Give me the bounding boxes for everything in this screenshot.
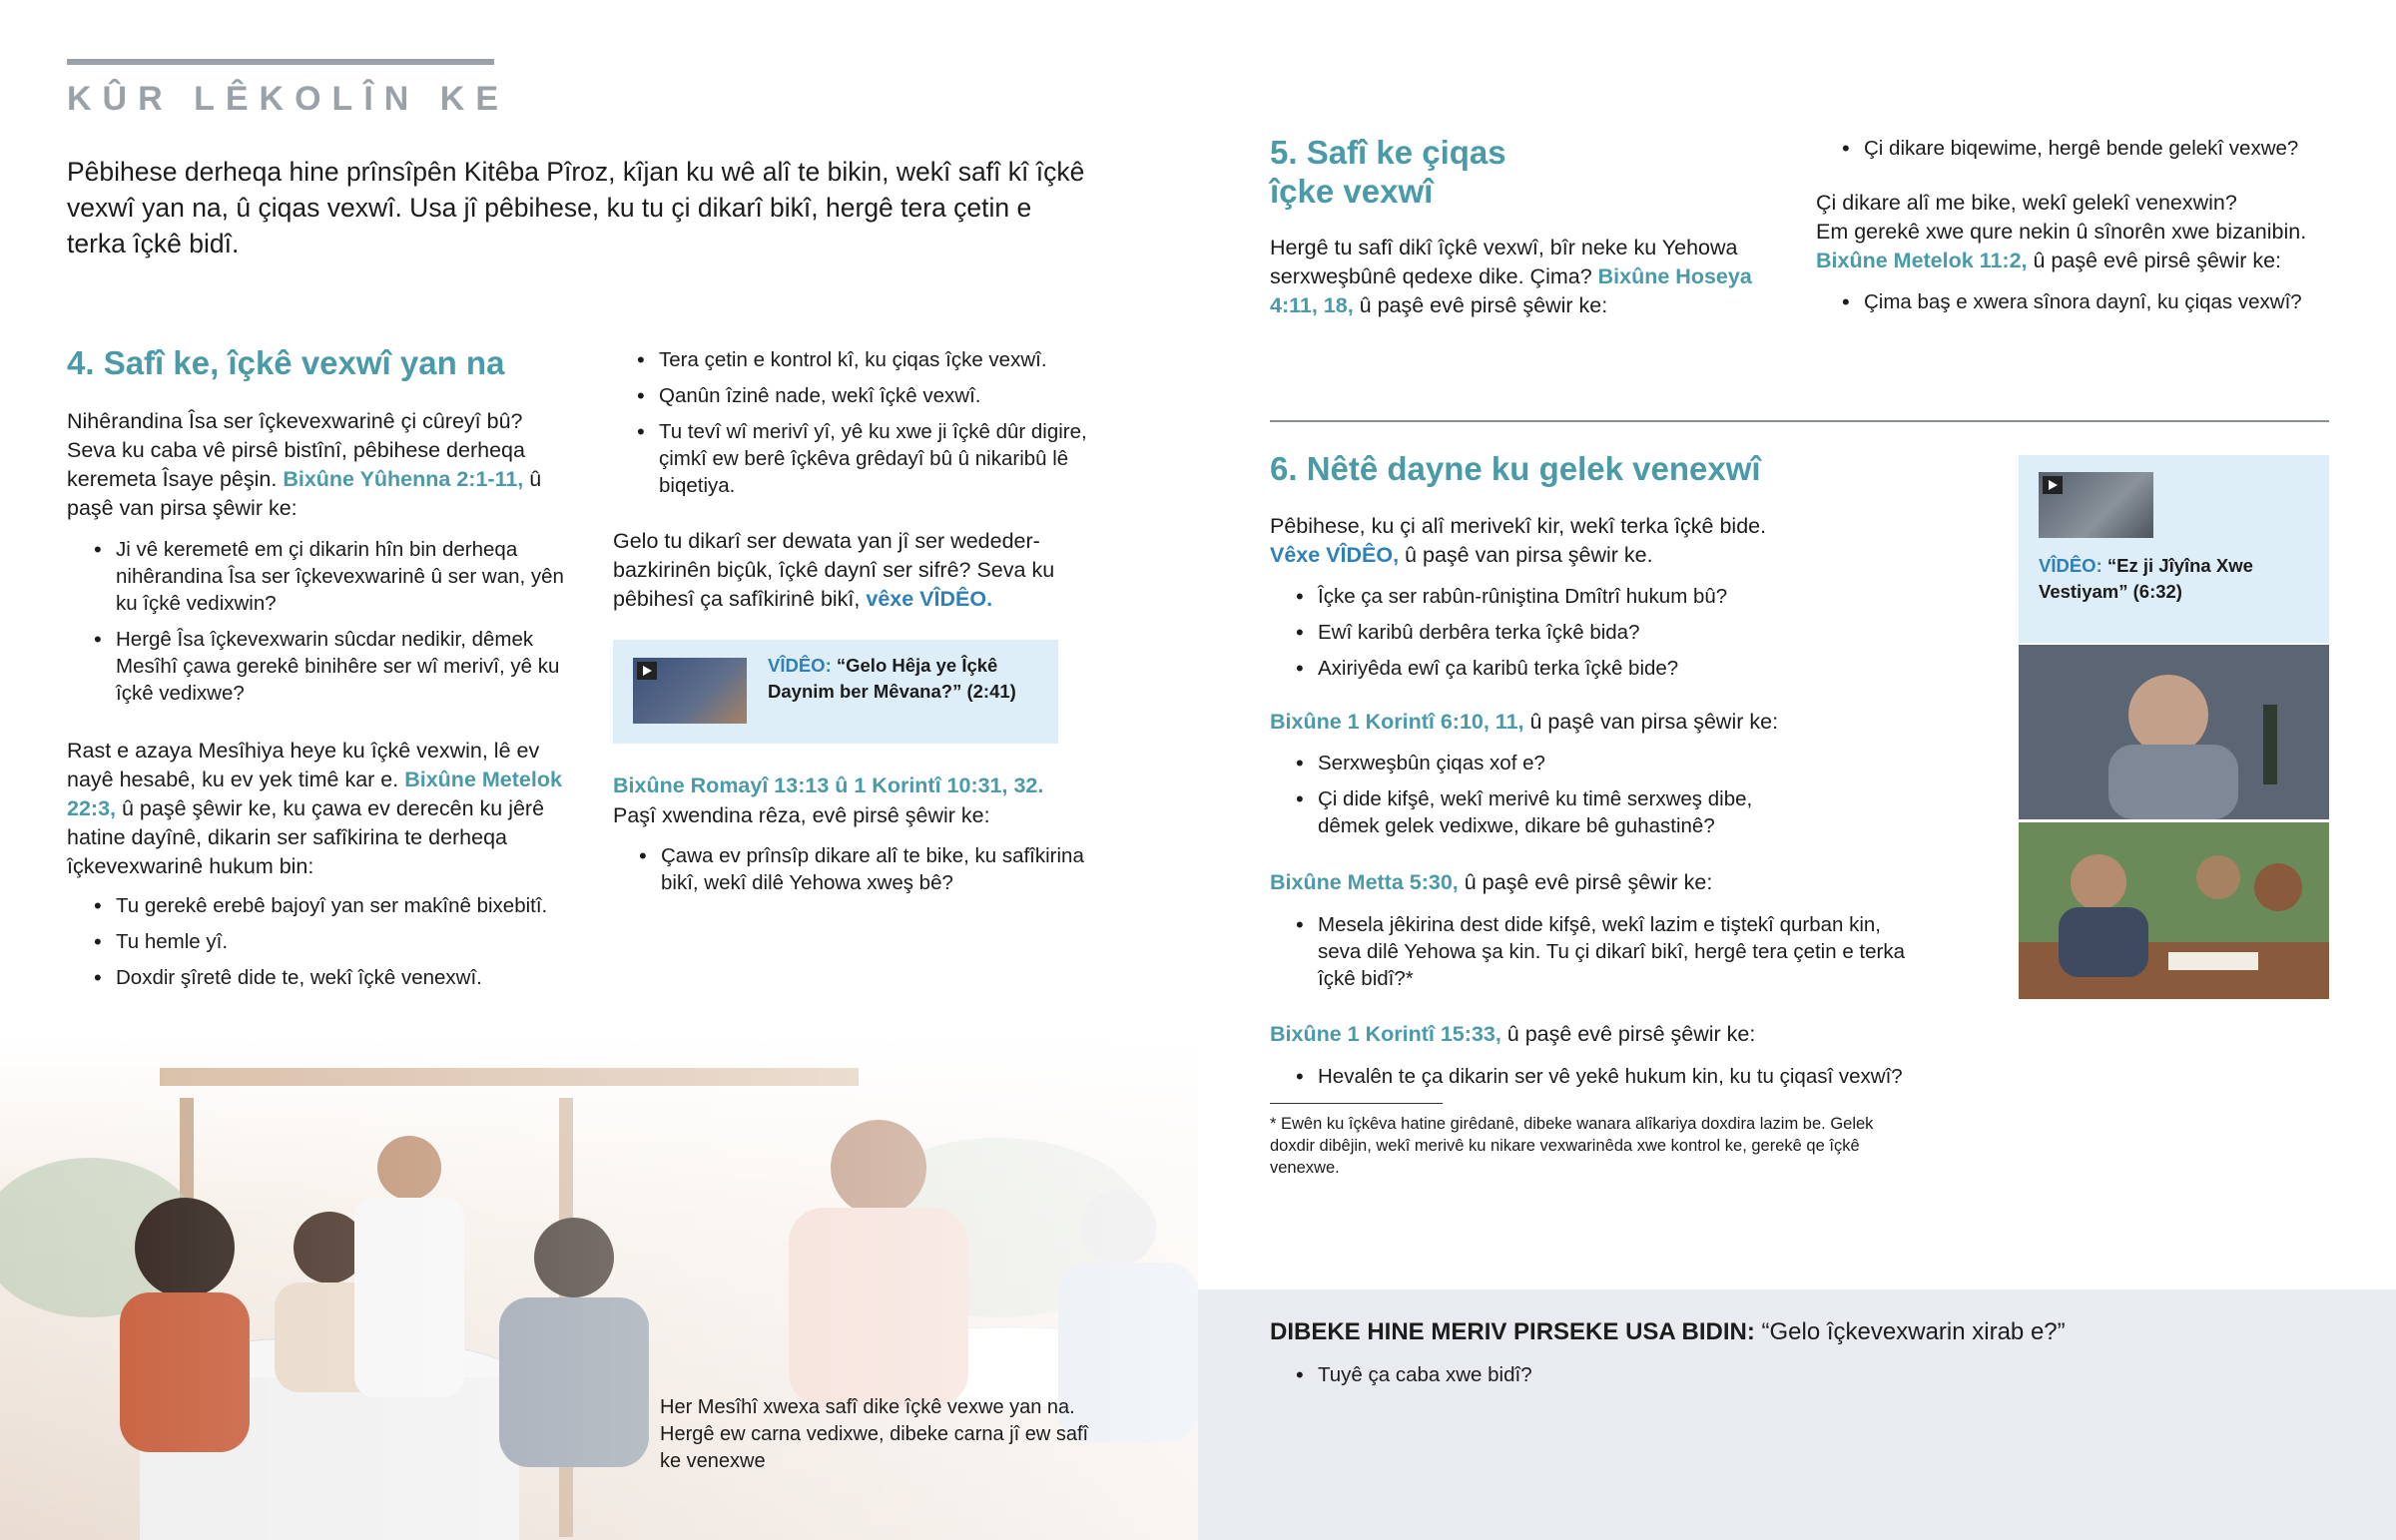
- section-6-paragraph-1: Pêbihese, ku çi alî merivekî kir, wekî terka îçkê bide. Vêxe VÎDÊO, û paşê van pirsa şêwir ke.: [1270, 514, 1767, 567]
- discussion-panel: [1198, 1289, 2396, 1540]
- scripture-link[interactable]: Bixûne Metta 5:30,: [1270, 870, 1459, 894]
- section-6-heading: 6. Nêtê dayne ku gelek venexwî: [1270, 450, 1761, 487]
- list-item: • Ji vê keremetê em çi dikarin hîn bin derheqa nihêrandina Îsa ser îçkevexwarinê û ser wan, yên ku îçkê vedixwin?: [92, 536, 573, 617]
- list-item: • Tera çetin e kontrol kî, ku çiqas îçke vexwî.: [635, 346, 1104, 373]
- section-divider: [1270, 420, 2329, 422]
- list-item: • Çi dide kifşê, wekî merivê ku timê serxweş dibe, dêmek gelek vedixwe, dikare bê guhastinê?: [1294, 785, 1793, 839]
- section-5-paragraph-1: Hergê tu safî dikî îçkê vexwî, bîr neke ku Yehowa serxweşbûnê qedexe dike. Çima? Bixûne Hoseya 4:11, 18, û paşê evê pirsê şêwir ke:: [1270, 236, 1752, 317]
- section-4-bullets-1: [92, 536, 573, 716]
- scripture-link[interactable]: Bixûne 1 Korintî 6:10, 11,: [1270, 710, 1524, 734]
- discussion-heading: DIBEKE HINE MERIV PIRSEKE USA BIDIN: “Gelo îçkevexwarin xirab e?”: [1270, 1318, 2066, 1345]
- section-4-paragraph-2: Rast e azaya Mesîhiya heye ku îçkê vexwin, lê ev nayê hesabê, ku ev yek timê kar e. Bixûne Metelok 22:3, û paşê şêwir ke, ku çawa ev derecên ku jêrê hatine dayînê, dikarin ser safîkirina te derheqa îçkevexwarinê hukum bin:: [67, 739, 562, 878]
- discussion-bullets: [1294, 1361, 1893, 1397]
- list-item: • Tu hemle yî.: [92, 928, 571, 955]
- section-6-ref-3: Bixûne Metta 5:30, û paşê evê pirsê şêwir ke:: [1270, 870, 1713, 894]
- list-item: • Axiriyêda ewî ça karibû terka îçkê bide?: [1294, 655, 1833, 682]
- list-item: • Qanûn îzinê nade, wekî îçkê vexwî.: [635, 382, 1104, 409]
- scripture-link[interactable]: Bixûne Yûhenna 2:1-11,: [283, 467, 524, 491]
- video-box-1[interactable]: [613, 640, 1058, 744]
- video-thumbnail[interactable]: [633, 658, 747, 724]
- list-item: • Serxweşbûn çiqas xof e?: [1294, 750, 1793, 776]
- section-4-paragraph-4: Paşî xwendina rêza, evê pirsê şêwir ke:: [613, 803, 990, 827]
- list-item: • Mesela jêkirina dest dide kifşê, wekî lazim e tiştekî qurban kin, seva dilê Yehowa şa kin. Tu çi dikarî bikî, hergê tera çetin e terka îçkê bidî?*: [1294, 911, 1923, 992]
- list-item: • Îçke ça ser rabûn-rûniştina Dmîtrî hukum bû?: [1294, 583, 1833, 610]
- section-5-bullets-2: [1840, 288, 2359, 324]
- section-title: KÛR LÊKOLÎN KE: [67, 80, 509, 118]
- list-item: • Çima baş e xwera sînora daynî, ku çiqas vexwî?: [1840, 288, 2359, 315]
- section-4-paragraph-1: Nihêrandina Îsa ser îçkevexwarinê çi cûreyî bû? Seva ku caba vê pirsê bistînî, pêbihese derheqa keremeta Îsaye pêşin. Bixûne Yûhenna 2:1-11, û paşê van pirsa şêwir ke:: [67, 409, 542, 520]
- section-4-bullets-2: [92, 892, 571, 1000]
- title-rule: [67, 59, 494, 65]
- play-icon[interactable]: [2043, 476, 2063, 494]
- section-6-ref-4: Bixûne 1 Korintî 15:33, û paşê evê pirsê şêwir ke:: [1270, 1022, 1756, 1046]
- footnote-rule: [1270, 1103, 1443, 1104]
- section-5-heading: 5. Safî ke çiqas îçke vexwî: [1270, 134, 1506, 210]
- man-alone-photo: [2019, 645, 2329, 819]
- list-item: • Ewî karibû derbêra terka îçkê bida?: [1294, 619, 1833, 646]
- section-4-heading: 4. Safî ke, îçkê vexwî yan na: [67, 344, 505, 381]
- list-item: • Tu tevî wî merivî yî, yê ku xwe ji îçkê dûr digire, çimkî ew berê îçkêva grêdayî bû û nikaribû lê biqetiya.: [635, 418, 1104, 499]
- section-4-scripture-ref[interactable]: Bixûne Romayî 13:13 û 1 Korintî 10:31, 32.: [613, 773, 1044, 797]
- section-4-bullets-4: [637, 842, 1106, 905]
- section-4-bullets-3: [635, 346, 1104, 508]
- section-6-bullets-2: [1294, 750, 1793, 848]
- section-5-paragraph-2: Çi dikare alî me bike, wekî gelekî venexwin? Em gerekê xwe qure nekin û sînorên xwe bizanibin. Bixûne Metelok 11:2, û paşê evê pirsê şêwir ke:: [1816, 191, 2307, 272]
- list-item: • Çawa ev prînsîp dikare alî te bike, ku safîkirina bikî, wekî dilê Yehowa xweş bê?: [637, 842, 1106, 896]
- list-item: • Çi dikare biqewime, hergê bende gelekî vexwe?: [1840, 135, 2359, 162]
- play-icon[interactable]: [637, 662, 657, 680]
- section-6-bullets-1: [1294, 583, 1833, 691]
- illustration-caption: Her Mesîhî xwexa safî dike îçkê vexwe yan na. Hergê ew carna vedixwe, dibeke carna jî ew safî ke venexwe: [660, 1396, 1089, 1472]
- scripture-link[interactable]: Bixûne Metelok 22:3,: [67, 768, 562, 820]
- section-5-bullets-1: [1840, 135, 2359, 171]
- video-caption: VÎDÊO: “Ez ji Jîyîna Xwe Vestiyam” (6:32): [2039, 555, 2253, 602]
- list-item: • Tuyê ça caba xwe bidî?: [1294, 1361, 1893, 1388]
- scripture-link[interactable]: Bixûne Hoseya 4:11, 18,: [1270, 264, 1752, 317]
- video-thumbnail[interactable]: [2039, 472, 2153, 538]
- list-item: • Hergê Îsa îçkevexwarin sûcdar nedikir, dêmek Mesîhî çawa gerekê binihêre ser wî merivî, yê ku îçkê vedixwe?: [92, 626, 573, 707]
- list-item: • Tu gerekê erebê bajoyî yan ser makînê bixebitî.: [92, 892, 571, 919]
- scripture-link[interactable]: Bixûne Metelok 11:2,: [1816, 249, 2028, 272]
- video-caption: VÎDÊO: “Gelo Hêja ye Îçkê Daynim ber Mêvana?” (2:41): [768, 655, 1016, 702]
- section-6-bullets-4: [1294, 1063, 1953, 1099]
- video-link[interactable]: Vêxe VÎDÊO,: [1270, 543, 1400, 567]
- video-link[interactable]: vêxe VÎDÊO.: [866, 587, 993, 611]
- list-item: • Doxdir şîretê dide te, wekî îçkê venexwî.: [92, 964, 571, 991]
- section-4-paragraph-3: Gelo tu dikarî ser dewata yan jî ser wededer-bazkirinên biçûk, îçkê daynî ser sifrê? Seva ku pêbihesî ça safîkirinê bikî, vêxe VÎDÊO.: [613, 529, 1055, 611]
- list-item: • Hevalên te ça dikarin ser vê yekê hukum kin, ku tu çiqasî vexwî?: [1294, 1063, 1953, 1090]
- section-6-bullets-3: [1294, 911, 1923, 1001]
- intro-paragraph: Pêbihese derheqa hine prînsîpên Kitêba Pîroz, kîjan ku wê alî te bikin, wekî safî kî îçkê vexwî yan na, û çiqas vexwî. Usa jî pêbihese, ku tu çi dikarî bikî, hergê tera çetin e terka îçkê bidî.: [67, 157, 1085, 258]
- section-6-ref-2: Bixûne 1 Korintî 6:10, 11, û paşê van pirsa şêwir ke:: [1270, 710, 1779, 734]
- video-box-2[interactable]: [2019, 455, 2329, 643]
- scripture-link[interactable]: Bixûne 1 Korintî 15:33,: [1270, 1022, 1501, 1046]
- bible-study-photo: [2019, 822, 2329, 999]
- footnote: * Ewên ku îçkêva hatine girêdanê, dibeke wanara alîkariya doxdira lazim be. Gelek doxdir dibêjin, wekî merivê ku nikare vexwarinêda xwe kontrol ke, gerekê qe îçkê venexwe.: [1270, 1115, 1874, 1177]
